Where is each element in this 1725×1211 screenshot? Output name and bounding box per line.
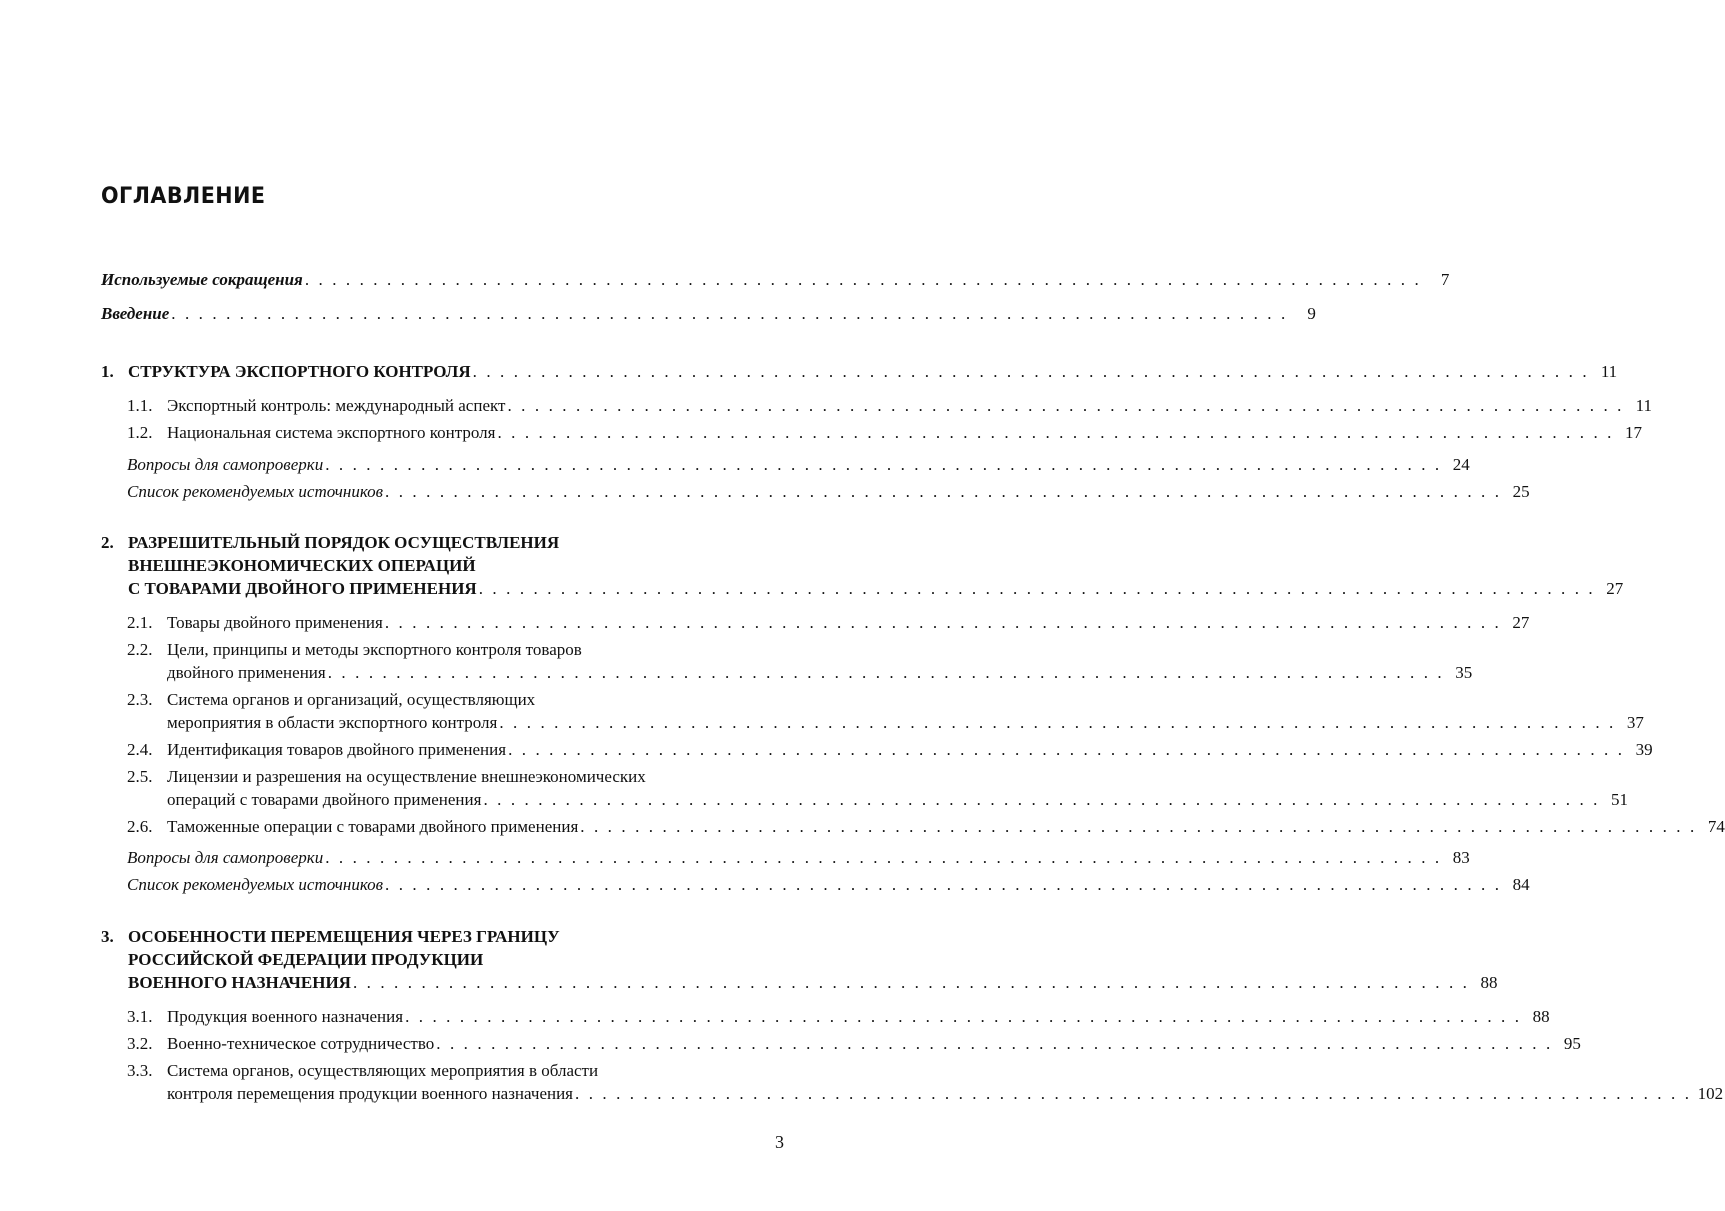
toc-section-1-2[interactable]: 1.2. Национальная система экспортного контроля . . . . . . . . . . . . . . . . . . . . . . . . . . . . . . . . . . . . . . . . . . . . . . . . . . . . . . . . . . . . . . . . . . . . . . . . . . . . . . . . . . 17 bbox=[127, 423, 1643, 442]
toc-review-questions-1[interactable]: Вопросы для самопроверки . . . . . . . . . . . . . . . . . . . . . . . . . . . . . . . . . . . . . . . . . . . . . . . . . . . . . . . . . . . . . . . . . . . . . . . . . . . . . . . . . . 24 bbox=[127, 455, 1470, 474]
toc-section-3-3[interactable]: 3.3. Система органов, осуществляющих мероприятия в области контроля перемещения продукции военного назначения . . . . . . . . . . . . . . . . . . . . . . . . . . . . . . . . . . . . . . . . . . . . . . . . . . . . . . . . . . . . . . . . . . . . . . . . . . . . . . . . . . 102 bbox=[127, 1061, 1724, 1103]
toc-section-3-2[interactable]: 3.2. Военно-техническое сотрудничество . . . . . . . . . . . . . . . . . . . . . . . . . . . . . . . . . . . . . . . . . . . . . . . . . . . . . . . . . . . . . . . . . . . . . . . . . . . . . . . . . . 95 bbox=[127, 1034, 1581, 1053]
page-number: 3 bbox=[775, 1132, 784, 1152]
toc-review-questions-2[interactable]: Вопросы для самопроверки . . . . . . . . . . . . . . . . . . . . . . . . . . . . . . . . . . . . . . . . . . . . . . . . . . . . . . . . . . . . . . . . . . . . . . . . . . . . . . . . . . 83 bbox=[127, 848, 1470, 867]
toc-section-3-1[interactable]: 3.1. Продукция военного назначения . . . . . . . . . . . . . . . . . . . . . . . . . . . . . . . . . . . . . . . . . . . . . . . . . . . . . . . . . . . . . . . . . . . . . . . . . . . . . . . . . . 88 bbox=[127, 1007, 1550, 1026]
toc-sources-2[interactable]: Список рекомендуемых источников . . . . . . . . . . . . . . . . . . . . . . . . . . . . . . . . . . . . . . . . . . . . . . . . . . . . . . . . . . . . . . . . . . . . . . . . . . . . . . . . . . 84 bbox=[127, 875, 1530, 894]
toc-section-2-2[interactable]: 2.2. Цели, принципы и методы экспортного контроля товаров двойного применения . . . . . . . . . . . . . . . . . . . . . . . . . . . . . . . . . . . . . . . . . . . . . . . . . . . . . . . . . . . . . . . . . . . . . . . . . . . . . . . . . . 35 bbox=[127, 640, 1473, 682]
toc-chapter-3[interactable]: 3. ОСОБЕННОСТИ ПЕРЕМЕЩЕНИЯ ЧЕРЕЗ ГРАНИЦУ РОССИЙСКОЙ ФЕДЕРАЦИИ ПРОДУКЦИИ ВОЕННОГО НАЗНАЧЕНИЯ . . . . . . . . . . . . . . . . . . . . . . . . . . . . . . . . . . . . . . . . . . . . . . . . . . . . . . . . . . . . . . . . . . . . . . . . . . . . . . . . . . 88 bbox=[101, 927, 1498, 992]
page-title: ОГЛАВЛЕНИЕ bbox=[101, 184, 266, 209]
toc-section-2-5[interactable]: 2.5. Лицензии и разрешения на осуществление внешнеэкономических операций с товарами двойного применения . . . . . . . . . . . . . . . . . . . . . . . . . . . . . . . . . . . . . . . . . . . . . . . . . . . . . . . . . . . . . . . . . . . . . . . . . . . . . . . . . . 51 bbox=[127, 767, 1629, 809]
toc-section-2-1[interactable]: 2.1. Товары двойного применения . . . . . . . . . . . . . . . . . . . . . . . . . . . . . . . . . . . . . . . . . . . . . . . . . . . . . . . . . . . . . . . . . . . . . . . . . . . . . . . . . . 27 bbox=[127, 613, 1530, 632]
toc-section-2-6[interactable]: 2.6. Таможенные операции с товарами двойного применения . . . . . . . . . . . . . . . . . . . . . . . . . . . . . . . . . . . . . . . . . . . . . . . . . . . . . . . . . . . . . . . . . . . . . . . . . . . . . . . . . . 74 bbox=[127, 817, 1725, 836]
toc-chapter-1[interactable]: 1. СТРУКТУРА ЭКСПОРТНОГО КОНТРОЛЯ . . . . . . . . . . . . . . . . . . . . . . . . . . . . . . . . . . . . . . . . . . . . . . . . . . . . . . . . . . . . . . . . . . . . . . . . . . . . . . . . . . 11 bbox=[101, 362, 1618, 381]
toc-sources-1[interactable]: Список рекомендуемых источников . . . . . . . . . . . . . . . . . . . . . . . . . . . . . . . . . . . . . . . . . . . . . . . . . . . . . . . . . . . . . . . . . . . . . . . . . . . . . . . . . . 25 bbox=[127, 482, 1530, 501]
toc-section-2-3[interactable]: 2.3. Система органов и организаций, осуществляющих мероприятия в области экспортного контроля . . . . . . . . . . . . . . . . . . . . . . . . . . . . . . . . . . . . . . . . . . . . . . . . . . . . . . . . . . . . . . . . . . . . . . . . . . . . . . . . . . 37 bbox=[127, 690, 1644, 732]
toc-section-1-1[interactable]: 1.1. Экспортный контроль: международный аспект . . . . . . . . . . . . . . . . . . . . . . . . . . . . . . . . . . . . . . . . . . . . . . . . . . . . . . . . . . . . . . . . . . . . . . . . . . . . . . . . . . 11 bbox=[127, 396, 1653, 415]
toc-entry-abbreviations[interactable]: Используемые сокращения . . . . . . . . . . . . . . . . . . . . . . . . . . . . . . . . . . . . . . . . . . . . . . . . . . . . . . . . . . . . . . . . . . . . . . . . . . . . . . . . . . 7 bbox=[101, 270, 1450, 289]
toc-section-2-4[interactable]: 2.4. Идентификация товаров двойного применения . . . . . . . . . . . . . . . . . . . . . . . . . . . . . . . . . . . . . . . . . . . . . . . . . . . . . . . . . . . . . . . . . . . . . . . . . . . . . . . . . . 39 bbox=[127, 740, 1653, 759]
toc-chapter-2[interactable]: 2. РАЗРЕШИТЕЛЬНЫЙ ПОРЯДОК ОСУЩЕСТВЛЕНИЯ ВНЕШНЕЭКОНОМИЧЕСКИХ ОПЕРАЦИЙ С ТОВАРАМИ ДВОЙНОГО ПРИМЕНЕНИЯ . . . . . . . . . . . . . . . . . . . . . . . . . . . . . . . . . . . . . . . . . . . . . . . . . . . . . . . . . . . . . . . . . . . . . . . . . . . . . . . . . . 27 bbox=[101, 533, 1624, 598]
toc-entry-introduction[interactable]: Введение . . . . . . . . . . . . . . . . . . . . . . . . . . . . . . . . . . . . . . . . . . . . . . . . . . . . . . . . . . . . . . . . . . . . . . . . . . . . . . . . . . 9 bbox=[101, 304, 1316, 323]
